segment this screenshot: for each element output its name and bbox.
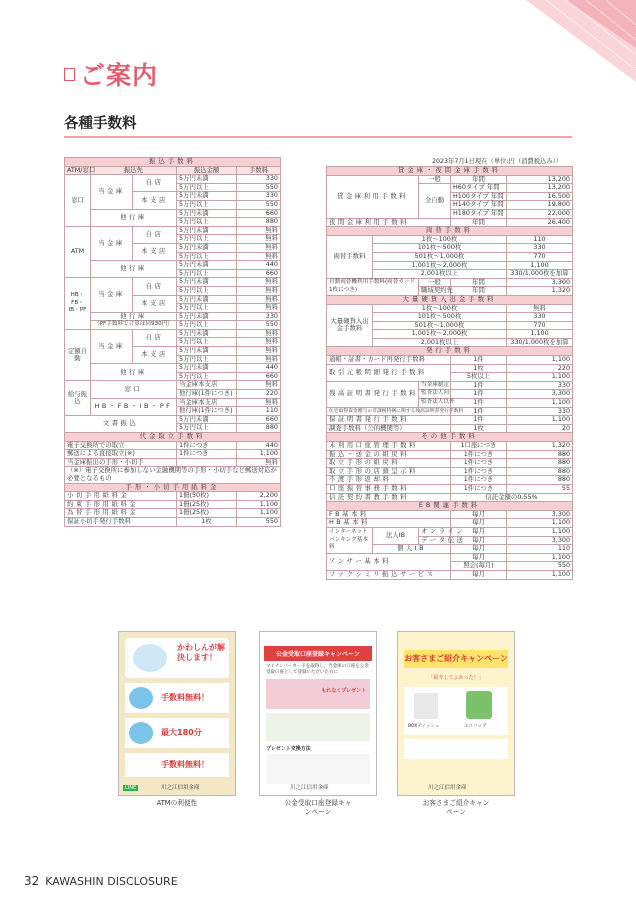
kashi-ippan: 一般 (419, 175, 451, 184)
sonota-unit: 1件につき (451, 476, 507, 485)
amount-cell: 5万円未満 (177, 243, 237, 252)
teigaku-shoukin: 当金庫 (91, 329, 133, 363)
kashi-header: 貸金庫・夜間金庫手数料 (327, 167, 573, 176)
fee-cell: 22,000 (507, 209, 573, 218)
amount-cell: 他行庫(1件につき) (177, 390, 237, 399)
sonota-item: 振込・送金の組戻料 (327, 450, 451, 459)
fee-cell: 26,400 (507, 218, 573, 227)
ryogae-header: 両替手数料 (327, 227, 573, 236)
flyer-koukin (259, 631, 377, 796)
fee-cell: 1,100 (507, 553, 573, 562)
daikin-note: （※）電子交換所に参加しない金融機関等の手形・小切手など郵送対応が必要となるもの (65, 467, 281, 483)
amount-cell: 当金庫本支店 (177, 381, 237, 390)
kashi-label: 貸金庫利用手数料 (327, 175, 419, 218)
eb-unit: 照会(毎月) (451, 562, 507, 571)
fee-cell: 880 (507, 450, 573, 459)
amount-cell: 5万円未満 (177, 226, 237, 235)
amount-cell: 5万円以上 (177, 321, 237, 330)
zandaka-type: 監査法人向 (419, 390, 451, 399)
footer-brand: KAWASHIN DISCLOSURE (45, 875, 178, 888)
daikin-header: 代金取立手数料 (65, 433, 281, 442)
window-shoukin: 当金庫 (91, 175, 133, 209)
kashi-zenjido: 全自動 (419, 184, 451, 218)
jido-unit: 年間 (451, 278, 507, 287)
fee-cell: 110 (507, 235, 573, 244)
fee-cell: 1,100 (237, 450, 281, 459)
kashi-type: H60タイプ 年間 (451, 184, 507, 193)
atm-jiten: 自店 (133, 226, 177, 243)
tegata-header: 手形・小切手用紙料金 (65, 483, 281, 492)
hb-note: （PF手数料で合算は同930円） (91, 321, 177, 330)
amount-cell: 5万円以上 (177, 252, 237, 261)
ib-law: 法人IB (373, 527, 419, 544)
flyer-atm-line2: 最大180分 (161, 728, 202, 737)
col-fee: 手数料 (237, 166, 281, 175)
col-dest: 振込先 (91, 166, 177, 175)
tegata-unit: 1冊(25枚) (177, 500, 237, 509)
fee-cell: 330 (237, 312, 281, 321)
tairyo-range: 1,001枚〜2,000枚 (373, 330, 507, 339)
eb-unit: 毎月 (451, 553, 507, 562)
fee-cell: 1,100 (237, 509, 281, 518)
line-badge: LINE (125, 785, 137, 791)
sonota-unit: 1件につき (451, 459, 507, 468)
right-fee-table (326, 166, 573, 580)
flyer-koukin-line3: プレゼント交換方法 (266, 746, 311, 752)
hb-honshi: 本支店 (133, 295, 177, 312)
fee-cell: 無料 (237, 355, 281, 364)
flyer-shokai-head: お客さまご紹介キャンペーン (404, 650, 508, 668)
fee-cell: 13,200 (507, 175, 573, 184)
flyer-shokai-bank: 川之江信用金庫 (428, 785, 467, 791)
fee-cell: 無料 (237, 304, 281, 313)
fee-cell: 770 (507, 252, 573, 261)
amount-cell: 5万円以上 (177, 338, 237, 347)
flyer-koukin-bank: 川之江信用金庫 (290, 785, 329, 791)
tegata-unit: 1冊(50枚) (177, 492, 237, 501)
hakko-unit: 5枚以上 (451, 373, 507, 382)
ryogae-range: 101枚〜500枚 (373, 244, 507, 253)
eb-unit: 毎月 (451, 510, 507, 519)
ib-label: インターネットバンキング基本料 (327, 527, 373, 553)
kashi-type: 年間 (451, 175, 507, 184)
window-jiten: 自店 (133, 175, 177, 192)
fee-cell: 880 (237, 218, 281, 227)
eb-unit: 毎月 (451, 545, 507, 554)
amount-cell: 5万円未満 (177, 312, 237, 321)
sonota-unit: 1件につき (451, 467, 507, 476)
amount-cell: 5万円未満 (177, 175, 237, 184)
amount-cell: 5万円未満 (177, 415, 237, 424)
amount-cell: 5万円以上 (177, 355, 237, 364)
daikin-item: 当金庫振出の手形・小切手 (65, 458, 177, 467)
fee-cell: 1,100 (507, 399, 573, 408)
fee-cell: 1,320 (507, 287, 573, 296)
fee-cell: 無料 (237, 381, 281, 390)
fee-cell: 550 (237, 200, 281, 209)
hakko-header: 発行手数料 (327, 347, 573, 356)
fee-cell: 1,100 (507, 356, 573, 365)
fee-cell: 880 (507, 467, 573, 476)
fee-cell: 19,800 (507, 201, 573, 210)
hb-label: HB・FB・IB・PF (65, 278, 91, 330)
eb-unit: 毎月 (451, 519, 507, 528)
hakko-unit: 1件 (451, 407, 507, 416)
fee-cell: 1,100 (507, 416, 573, 425)
fee-cell: 660 (237, 269, 281, 278)
section-subtitle: 各種手数料 (64, 116, 137, 132)
amount-cell: 5万円未満 (177, 261, 237, 270)
fee-cell: 無料 (237, 338, 281, 347)
amount-cell: 他行庫(1件につき) (177, 407, 237, 416)
yakan-label: 夜間金庫利用手数料 (327, 218, 451, 227)
yakan-unit: 年間 (451, 218, 507, 227)
daikin-unit: 1件につき (177, 450, 237, 459)
zandaka-type: 監査法人以外 (419, 399, 451, 408)
hakko-item: 調査手数料（公的機関等） (327, 424, 451, 433)
fee-cell: 660 (237, 415, 281, 424)
teigaku-takoko: 他行庫 (91, 364, 177, 381)
fee-cell: 無料 (237, 226, 281, 235)
eb-item: HB基本料 (327, 519, 451, 528)
flyer-shokai-line1: 「紹介してよかった！」 (428, 675, 484, 681)
flyer-shokai-line2: BOXティッシュ (408, 724, 440, 729)
flyer-koukin-line1: マイナンバーカードを取得し、当金庫の口座を公金受取口座として登録いただいた方に (266, 664, 369, 675)
sonota-header: その他手数料 (327, 433, 573, 442)
atm-honshi: 本支店 (133, 243, 177, 260)
fee-cell: 330/1,000枚を加算 (507, 338, 573, 347)
window-honshi: 本支店 (133, 192, 177, 209)
hakko-unit: 1件 (451, 399, 507, 408)
hb-shoukin: 当金庫 (91, 278, 133, 312)
tairyo-range: 501枚〜1,000枚 (373, 321, 507, 330)
col-amount: 振込金額 (177, 166, 237, 175)
tegata-item: 小切手用紙料金 (65, 492, 177, 501)
amount-cell: 当金庫本支店 (177, 398, 237, 407)
eb-unit: 毎月 (451, 570, 507, 579)
flyer-shokai (397, 631, 515, 796)
left-fee-table (64, 157, 281, 527)
fee-cell: 1,320 (507, 442, 573, 451)
sonota-unit: 1件につき (451, 450, 507, 459)
amount-cell: 5万円以上 (177, 372, 237, 381)
tegata-item: 保証小切手発行手数料 (65, 517, 177, 526)
hakko-unit: 1件 (451, 356, 507, 365)
fee-cell: 無料 (237, 278, 281, 287)
jido-label: 自動両替機利用手数料(両替カード1枚につき) (327, 278, 419, 295)
fee-cell: 3,300 (507, 536, 573, 545)
tissue-icon (414, 693, 438, 719)
hb-takoko: 他行庫 (91, 312, 177, 321)
amount-cell: 5万円未満 (177, 209, 237, 218)
fee-cell: 無料 (237, 347, 281, 356)
ib-kojin: 個人IB (373, 545, 451, 554)
atm-takoko: 他行庫 (91, 261, 177, 278)
fax-label: ファクシミリ振込サービス (327, 570, 451, 579)
amount-cell: 5万円未満 (177, 192, 237, 201)
flyer-atm (118, 631, 236, 796)
fee-cell: 1,100 (507, 373, 573, 382)
fee-cell: 1,100 (507, 527, 573, 536)
ib-data: データ伝送 (419, 536, 451, 545)
fee-cell: 770 (507, 321, 573, 330)
amount-cell: 5万円以上 (177, 235, 237, 244)
flyer-koukin-head: 公金受取口座登録キャンペーン (264, 646, 372, 661)
sonota-item: 取立手形の店頭呈示料 (327, 467, 451, 476)
fee-cell: 550 (237, 183, 281, 192)
hb-jiten: 自店 (133, 278, 177, 295)
tairyo-range: 1枚〜100枚 (373, 304, 507, 313)
amount-cell: 5万円未満 (177, 329, 237, 338)
fee-cell: 3,300 (507, 510, 573, 519)
fee-cell: 無料 (237, 243, 281, 252)
fee-cell: 無料 (237, 329, 281, 338)
flyer-shokai-caption-text: お客さまご紹介キャンペーン (422, 799, 490, 816)
sonota-item: 信託契約書教手数料 (327, 493, 451, 502)
person-icon (133, 644, 167, 672)
fee-cell: 1,100 (507, 519, 573, 528)
tairyo-label: 大量硬貨入出金手数料 (327, 304, 373, 347)
fee-cell: 16,500 (507, 192, 573, 201)
fee-cell: 1,100 (507, 570, 573, 579)
fee-cell: 440 (237, 364, 281, 373)
sonota-item: 口座振替事務手数料 (327, 484, 451, 493)
hakko-item: 住宅取得資金贈与の非課税特例に関する残高証明書発行手数料 (327, 407, 451, 416)
fee-cell: 無料 (507, 304, 573, 313)
jido-type: 一般 (419, 278, 451, 287)
page-title (64, 56, 158, 92)
fee-cell: 330 (507, 313, 573, 322)
fee-cell: 220 (237, 390, 281, 399)
fee-cell: 660 (237, 209, 281, 218)
tairyo-header: 大量硬貨入出金手数料 (327, 295, 573, 304)
fee-cell: 無料 (237, 398, 281, 407)
amount-cell: 5万円以上 (177, 424, 237, 433)
sonota-unit: 1件につき (451, 484, 507, 493)
fee-cell: 1,100 (237, 500, 281, 509)
hakko-item: 保証明書発行手数料 (327, 416, 451, 425)
kashi-type: H100タイプ 年間 (451, 192, 507, 201)
answer-label: アンサー基本料 (327, 553, 451, 570)
amount-cell: 5万円以上 (177, 286, 237, 295)
hakko-unit: 1件 (451, 381, 507, 390)
fee-cell: 3,300 (507, 278, 573, 287)
fee-cell: 660 (237, 372, 281, 381)
fee-cell: 20 (507, 424, 573, 433)
fee-cell: 880 (237, 424, 281, 433)
fee-cell: 2,200 (237, 492, 281, 501)
flyer-atm-line3: 手数料無料！ (161, 760, 209, 769)
bunsho-label: 文書振込 (65, 415, 177, 432)
amount-cell: 5万円以上 (177, 183, 237, 192)
teigaku-label: 定額自動 (65, 329, 91, 381)
title-text: ご案内 (80, 61, 159, 90)
eb-header: EB関連手数料 (327, 502, 573, 511)
amount-cell: 5万円以上 (177, 218, 237, 227)
fee-cell: 1,100 (507, 261, 573, 270)
kyuyo-hbfb: HB・FB・IB・PF (91, 398, 177, 415)
tegata-unit: 1枚 (177, 517, 237, 526)
subtitle-underline (64, 136, 572, 138)
fee-cell: 440 (237, 441, 281, 450)
kashi-type: H180タイプ 年間 (451, 209, 507, 218)
sonota-item: 取立手形の組戻料 (327, 459, 451, 468)
ib-online: オンライン (419, 527, 451, 536)
sonota-unit: 信託金額の0.55% (451, 493, 573, 502)
ryogae-range: 1枚〜100枚 (373, 235, 507, 244)
fee-cell: 440 (237, 261, 281, 270)
title-square-icon (64, 68, 75, 81)
fee-cell: 無料 (237, 295, 281, 304)
ryogae-range: 501枚〜1,000枚 (373, 252, 507, 261)
atm-icon (129, 722, 153, 744)
fee-cell: 1,100 (507, 330, 573, 339)
fee-cell: 330 (507, 244, 573, 253)
fee-cell: 無料 (237, 458, 281, 467)
hakko-unit: 1枚 (451, 364, 507, 373)
tegata-item: 為替手形用紙料金 (65, 509, 177, 518)
fee-cell: 330 (507, 381, 573, 390)
atm-icon (129, 687, 153, 709)
fee-cell: 330/1,000枚を加算 (507, 270, 573, 279)
hakko-unit: 1枚 (451, 424, 507, 433)
fee-cell: 330 (507, 407, 573, 416)
fee-cell: 無料 (237, 252, 281, 261)
fee-cell: 無料 (237, 235, 281, 244)
fee-cell: 3,300 (507, 390, 573, 399)
col-atm: ATM/窓口 (65, 166, 91, 175)
ryogae-label: 両替手数料 (327, 235, 373, 278)
jido-type: 職域契約先 (419, 287, 451, 296)
flyer-atm-line1: 手数料無料！ (161, 693, 209, 702)
amount-cell: 5万円未満 (177, 347, 237, 356)
eb-unit: 毎月 (451, 536, 507, 545)
fee-cell: 330 (237, 175, 281, 184)
tegata-unit: 1冊(25枚) (177, 509, 237, 518)
daikin-item: 電子交換所での取立 (65, 441, 177, 450)
hakko-item: 通帳・証書・カード再発行手数料 (327, 356, 451, 365)
zandaka-type: 当金庫制定 (419, 381, 451, 390)
tairyo-range: 2,001枚以上 (373, 338, 507, 347)
as-of-note: 2023年7月1日現在（単位:円（消費税込み）） (432, 158, 563, 165)
fee-cell: 110 (237, 407, 281, 416)
hakko-unit: 1件 (451, 390, 507, 399)
flyer-shokai-caption (397, 799, 515, 817)
page-footer (24, 874, 178, 888)
kashi-type: H140タイプ 年間 (451, 201, 507, 210)
amount-cell: 5万円未満 (177, 295, 237, 304)
flyer-koukin-caption (259, 799, 377, 817)
ryogae-range: 2,001枚以上 (373, 270, 507, 279)
teigaku-honshi: 本支店 (133, 347, 177, 364)
fee-cell: 55 (507, 484, 573, 493)
kyuyo-label: 給与振込 (65, 381, 91, 415)
atm-shoukin: 当金庫 (91, 226, 133, 260)
flyer-atm-bank: 川之江信用金庫 (161, 785, 200, 791)
flyer-shokai-line3: エコバッグ (464, 724, 487, 729)
flyer-atm-caption: ATMの利便性 (156, 799, 198, 807)
jido-unit: 年間 (451, 287, 507, 296)
sonota-item: 不渡手形返却料 (327, 476, 451, 485)
bag-icon (466, 691, 492, 719)
sonota-item: 未利用口座管理手数料 (327, 442, 451, 451)
eb-unit: 毎月 (451, 527, 507, 536)
eb-item: FB基本料 (327, 510, 451, 519)
flyer-koukin-caption-text: 公金受取口座登録キャンペーン (284, 799, 352, 816)
atm-label: ATM (65, 226, 91, 278)
amount-cell: 5万円未満 (177, 278, 237, 287)
fee-cell: 550 (237, 517, 281, 526)
flyer-atm-head: かわしんが解決します！ (177, 643, 225, 662)
tairyo-range: 101枚〜500枚 (373, 313, 507, 322)
amount-cell: 5万円以上 (177, 304, 237, 313)
fee-cell: 110 (507, 545, 573, 554)
fee-cell: 880 (507, 476, 573, 485)
fee-cell: 330 (237, 192, 281, 201)
amount-cell: 5万円未満 (177, 364, 237, 373)
page-number: 32 (24, 874, 40, 888)
kyuyo-window: 窓口 (91, 381, 177, 398)
torihiki-label: 取引元帳明細発行手数料 (327, 364, 451, 381)
sonota-unit: 1口座につき (451, 442, 507, 451)
daikin-unit: 1件につき (177, 441, 237, 450)
fee-cell: 880 (507, 459, 573, 468)
window-takoko: 他行庫 (91, 209, 177, 226)
teigaku-jiten: 自店 (133, 329, 177, 346)
fee-cell: 220 (507, 364, 573, 373)
fee-cell: 550 (507, 562, 573, 571)
amount-cell: 5万円以上 (177, 269, 237, 278)
amount-cell: 5万円以上 (177, 200, 237, 209)
fee-cell: 550 (237, 321, 281, 330)
flyer-koukin-line2: もれなくプレゼント (321, 688, 366, 694)
window-label: 窓口 (65, 175, 91, 227)
corner-decoration (486, 0, 636, 82)
ryogae-range: 1,001枚〜2,000枚 (373, 261, 507, 270)
zandaka-label: 残高証明書発行手数料 (327, 381, 419, 407)
tegata-item: 約束手形用紙料金 (65, 500, 177, 509)
hakko-unit: 1件 (451, 416, 507, 425)
fee-cell: 無料 (237, 286, 281, 295)
transfer-header: 振込手数料 (65, 158, 281, 167)
daikin-item: 郵送による直接取立(※) (65, 450, 177, 459)
fee-cell: 13,200 (507, 184, 573, 193)
